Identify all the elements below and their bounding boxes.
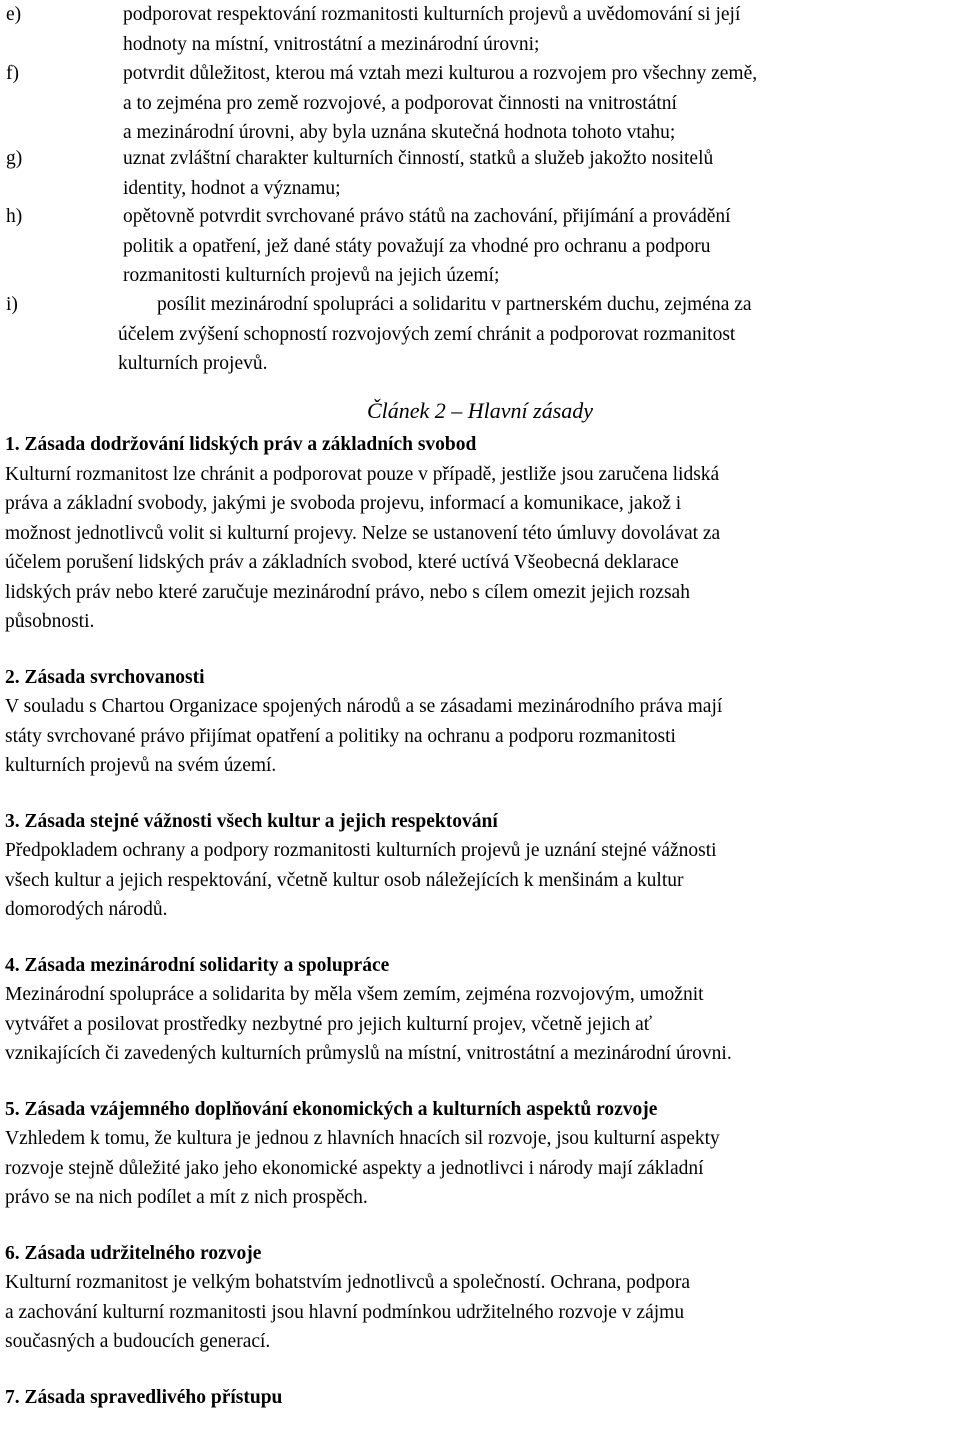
list-item-text	[123, 0, 960, 59]
principles-section	[5, 430, 955, 1438]
text-line: kulturních projevů na svém území.	[5, 755, 277, 776]
principle-1	[5, 430, 955, 637]
text-line: všech kultur a jejich respektování, včetně kultur osob náležejících k menšinám a kultur	[5, 869, 684, 891]
list-item-h	[0, 202, 960, 291]
text-line: státy svrchované právo přijímat opatření a politiky na ochranu a podporu rozmanitosti	[5, 725, 676, 747]
list-item-text	[123, 144, 960, 203]
text-line: Kulturní rozmanitost je velkým bohatstvím jednotlivců a společností. Ochrana, podpora	[5, 1272, 691, 1293]
principle-4	[5, 951, 955, 1069]
list-marker: f)	[6, 63, 19, 84]
list-marker: e)	[6, 4, 22, 25]
principle-3	[5, 807, 955, 925]
list-item-g	[0, 144, 960, 203]
principle-title: 1. Zásada dodržování lidských práv a základních svobod	[5, 434, 477, 455]
text-line: možnost jednotlivců volit si kulturní projevy. Nelze se ustanovení této úmluvy dovolávat za	[5, 522, 721, 544]
text-line: vznikajících či zavedených kulturních průmyslů na místní, vnitrostátní a mezinárodní úrovni.	[5, 1043, 732, 1064]
text-line: posílit mezinárodní spolupráci a solidaritu v partnerském duchu, zejména za	[157, 294, 752, 315]
text-line: a mezinárodní úrovni, aby byla uznána skutečná hodnota tohoto vtahu;	[123, 122, 676, 143]
principle-title: 7. Zásada spravedlivého přístupu	[5, 1386, 283, 1408]
principle-body	[5, 460, 955, 637]
list-item-i	[0, 290, 960, 379]
principle-body	[5, 836, 955, 925]
principle-7	[5, 1383, 955, 1413]
text-line: hodnoty na místní, vnitrostátní a mezinárodní úrovni;	[123, 33, 540, 55]
text-line: Mezinárodní spolupráce a solidarita by měla všem zemím, zejména rozvojovým, umožnit	[5, 984, 704, 1005]
text-line: potvrdit důležitost, kterou má vztah mezi kulturou a rozvojem pro všechny země,	[123, 63, 758, 84]
text-line: podporovat respektování rozmanitosti kulturních projevů a uvědomování si její	[123, 4, 741, 25]
text-line: Předpokladem ochrany a podpory rozmanitosti kulturních projevů je uznání stejné vážnosti	[5, 840, 717, 861]
principle-title: 4. Zásada mezinárodní solidarity a spolupráce	[5, 954, 390, 976]
principle-body	[5, 692, 955, 781]
principle-body	[5, 1124, 955, 1213]
text-line: V souladu s Chartou Organizace spojených národů a se zásadami mezinárodního práva mají	[5, 696, 723, 717]
text-line: uznat zvláštní charakter kulturních činností, statků a služeb jakožto nositelů	[123, 148, 714, 169]
principle-6	[5, 1239, 955, 1357]
principle-5	[5, 1095, 955, 1213]
principle-title: 2. Zásada svrchovanosti	[5, 666, 205, 688]
text-line: působnosti.	[5, 611, 95, 632]
text-line: lidských práv nebo které zaručuje mezinárodní právo, nebo s cílem omezit jejich rozsah	[5, 581, 690, 603]
principle-title: 6. Zásada udržitelného rozvoje	[5, 1242, 262, 1264]
list-item-e	[0, 0, 960, 59]
text-line: Kulturní rozmanitost lze chránit a podporovat pouze v případě, jestliže jsou zaručena lidská	[5, 463, 720, 485]
text-line: domorodých národů.	[5, 899, 168, 920]
principle-body	[5, 980, 955, 1069]
list-item-text	[118, 290, 960, 379]
article-heading: Článek 2 – Hlavní zásady	[366, 398, 594, 423]
text-line: práva a základní svobody, jakými je svoboda projevu, informací a komunikace, jakož i	[5, 493, 682, 514]
text-line: rozvoje stejně důležité jako jeho ekonomické aspekty a jednotlivci i národy mají základní	[5, 1157, 704, 1179]
text-line: a to zejména pro země rozvojové, a podporovat činnosti na vnitrostátní	[123, 92, 677, 114]
list-marker: h)	[6, 206, 23, 227]
text-line: politik a opatření, jež dané státy považují za vhodné pro ochranu a podporu	[123, 235, 711, 257]
text-line: vytvářet a posilovat prostředky nezbytné pro jejich kulturní projev, včetně jejich ať	[5, 1013, 653, 1035]
list-item-f	[0, 59, 960, 148]
text-line: rozmanitosti kulturních projevů na jejich území;	[123, 265, 500, 286]
text-line: identity, hodnot a významu;	[123, 177, 341, 199]
text-line: kulturních projevů.	[118, 353, 268, 374]
list-marker: i)	[6, 294, 18, 315]
text-line: právo se na nich podílet a mít z nich prospěch.	[5, 1187, 368, 1208]
principle-body	[5, 1268, 955, 1357]
list-item-text	[123, 202, 960, 291]
list-item-text	[123, 59, 960, 148]
text-line: opětovně potvrdit svrchované právo států na zachování, přijímání a provádění	[123, 206, 731, 227]
text-line: a zachování kulturní rozmanitosti jsou hlavní podmínkou udržitelného rozvoje v zájmu	[5, 1301, 685, 1323]
text-line: Vzhledem k tomu, že kultura je jednou z hlavních hnacích sil rozvoje, jsou kulturní aspekty	[5, 1128, 720, 1149]
text-line: účelem zvýšení schopností rozvojových zemí chránit a podporovat rozmanitost	[118, 323, 736, 345]
principle-title: 3. Zásada stejné vážnosti všech kultur a jejich respektování	[5, 810, 498, 832]
text-line: účelem porušení lidských práv a základních svobod, které uctívá Všeobecná deklarace	[5, 552, 679, 573]
list-marker: g)	[6, 148, 23, 169]
text-line: současných a budoucích generací.	[5, 1331, 271, 1352]
principle-title: 5. Zásada vzájemného doplňování ekonomických a kulturních aspektů rozvoje	[5, 1098, 658, 1120]
principle-2	[5, 663, 955, 781]
